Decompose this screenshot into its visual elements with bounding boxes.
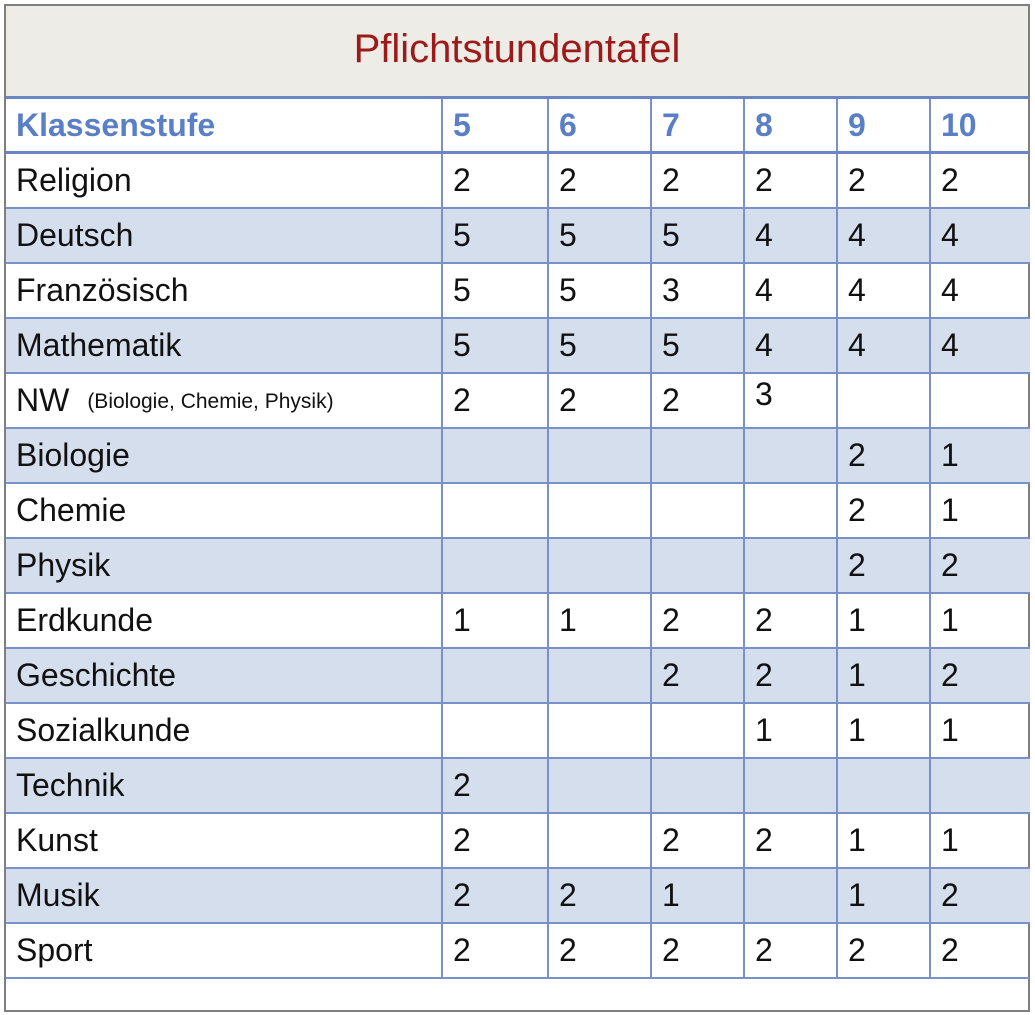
- hours-cell: [442, 648, 548, 703]
- hours-cell: [837, 208, 930, 263]
- hours-value: 1: [662, 876, 680, 913]
- hours-cell: [651, 428, 744, 483]
- hours-value: 2: [848, 161, 866, 198]
- header-row: [6, 98, 1030, 153]
- subject-cell: [6, 318, 442, 373]
- subject-cell: [6, 593, 442, 648]
- table-body: [6, 153, 1030, 978]
- hours-value: 1: [848, 711, 866, 748]
- hours-value: 4: [941, 326, 959, 363]
- header-label: Klassenstufe: [6, 98, 442, 153]
- table-row: [6, 318, 1030, 373]
- hours-cell: [744, 758, 837, 813]
- hours-value: 2: [662, 601, 680, 638]
- subject-name: Sport: [16, 931, 93, 968]
- hours-value: 1: [848, 821, 866, 858]
- hours-cell: [651, 263, 744, 318]
- hours-value: 2: [848, 436, 866, 473]
- hours-value: 4: [941, 216, 959, 253]
- table-row: [6, 868, 1030, 923]
- hours-cell: [930, 758, 1030, 813]
- hours-value: 3: [755, 375, 773, 412]
- subject-cell: [6, 428, 442, 483]
- timetable: [6, 96, 1030, 979]
- hours-value: 2: [941, 546, 959, 583]
- hours-cell: [442, 923, 548, 978]
- hours-cell: [442, 428, 548, 483]
- hours-value: 5: [559, 216, 577, 253]
- hours-cell: [930, 813, 1030, 868]
- hours-cell: [837, 923, 930, 978]
- hours-cell: [744, 868, 837, 923]
- hours-cell: [930, 648, 1030, 703]
- table-row: [6, 483, 1030, 538]
- subject-cell: [6, 483, 442, 538]
- hours-cell: [744, 373, 837, 428]
- table-row: [6, 428, 1030, 483]
- subject-cell: [6, 373, 442, 428]
- hours-value: 1: [848, 876, 866, 913]
- table-row: [6, 703, 1030, 758]
- hours-cell: [548, 758, 651, 813]
- hours-cell: [442, 813, 548, 868]
- hours-cell: [651, 538, 744, 593]
- hours-value: 2: [848, 546, 866, 583]
- hours-value: 1: [453, 601, 471, 638]
- subject-name: Kunst: [16, 821, 98, 858]
- subject-cell: [6, 208, 442, 263]
- hours-value: 5: [662, 216, 680, 253]
- subject-cell: [6, 263, 442, 318]
- header-grade: 6: [548, 98, 651, 153]
- hours-cell: [837, 648, 930, 703]
- hours-cell: [837, 428, 930, 483]
- hours-value: 5: [559, 326, 577, 363]
- hours-value: 2: [453, 931, 471, 968]
- hours-value: 1: [755, 711, 773, 748]
- hours-cell: [651, 483, 744, 538]
- hours-cell: [548, 263, 651, 318]
- hours-cell: [930, 538, 1030, 593]
- hours-cell: [442, 758, 548, 813]
- hours-cell: [548, 208, 651, 263]
- hours-value: 2: [941, 161, 959, 198]
- subject-cell: [6, 538, 442, 593]
- table-row: [6, 758, 1030, 813]
- hours-cell: [651, 648, 744, 703]
- hours-value: 2: [453, 161, 471, 198]
- hours-cell: [837, 483, 930, 538]
- hours-cell: [930, 153, 1030, 208]
- hours-cell: [548, 593, 651, 648]
- hours-value: 1: [941, 436, 959, 473]
- hours-value: 2: [453, 381, 471, 418]
- hours-value: 2: [662, 656, 680, 693]
- hours-value: 2: [662, 931, 680, 968]
- hours-value: 2: [941, 876, 959, 913]
- subject-name: Religion: [16, 161, 132, 198]
- subject-name: Musik: [16, 876, 100, 913]
- table-row: [6, 923, 1030, 978]
- hours-cell: [442, 208, 548, 263]
- hours-cell: [651, 593, 744, 648]
- hours-cell: [744, 428, 837, 483]
- hours-cell: [651, 153, 744, 208]
- title-bar: [6, 6, 1028, 96]
- hours-cell: [930, 208, 1030, 263]
- hours-cell: [548, 703, 651, 758]
- subject-cell: [6, 758, 442, 813]
- hours-value: 2: [662, 381, 680, 418]
- hours-value: 2: [662, 161, 680, 198]
- subject-name: Chemie: [16, 491, 127, 528]
- hours-cell: [548, 483, 651, 538]
- table-row: [6, 263, 1030, 318]
- hours-cell: [442, 703, 548, 758]
- hours-cell: [651, 318, 744, 373]
- hours-value: 1: [848, 656, 866, 693]
- hours-cell: [744, 208, 837, 263]
- hours-cell: [837, 703, 930, 758]
- hours-cell: [930, 373, 1030, 428]
- hours-value: 4: [755, 326, 773, 363]
- hours-value: 1: [941, 821, 959, 858]
- table-row: [6, 373, 1030, 428]
- hours-value: 5: [453, 216, 471, 253]
- hours-cell: [930, 593, 1030, 648]
- hours-value: 4: [755, 216, 773, 253]
- hours-cell: [744, 648, 837, 703]
- hours-value: 1: [941, 711, 959, 748]
- hours-value: 2: [755, 821, 773, 858]
- hours-value: 2: [848, 491, 866, 528]
- subject-name: Technik: [16, 766, 125, 803]
- subject-name: Französisch: [16, 271, 189, 308]
- header-grade: 10: [930, 98, 1030, 153]
- header-grade: 7: [651, 98, 744, 153]
- hours-cell: [837, 318, 930, 373]
- subject-cell: [6, 153, 442, 208]
- hours-cell: [442, 373, 548, 428]
- hours-value: 2: [662, 821, 680, 858]
- hours-value: 2: [848, 931, 866, 968]
- hours-value: 5: [662, 326, 680, 363]
- hours-value: 2: [559, 161, 577, 198]
- hours-cell: [744, 813, 837, 868]
- hours-cell: [837, 373, 930, 428]
- hours-cell: [548, 923, 651, 978]
- hours-value: 2: [941, 656, 959, 693]
- hours-cell: [744, 483, 837, 538]
- subject-name: Physik: [16, 546, 111, 583]
- hours-value: 2: [453, 766, 471, 803]
- table-row: [6, 153, 1030, 208]
- hours-cell: [930, 703, 1030, 758]
- hours-cell: [930, 263, 1030, 318]
- hours-cell: [548, 153, 651, 208]
- hours-value: 5: [453, 326, 471, 363]
- subject-name: Erdkunde: [16, 601, 153, 638]
- hours-cell: [837, 538, 930, 593]
- hours-value: 5: [559, 271, 577, 308]
- table-title: Pflichtstundentafel: [353, 27, 681, 71]
- hours-cell: [442, 318, 548, 373]
- hours-cell: [744, 263, 837, 318]
- hours-cell: [548, 428, 651, 483]
- header-grade: 9: [837, 98, 930, 153]
- hours-cell: [930, 868, 1030, 923]
- hours-cell: [651, 758, 744, 813]
- hours-value: 2: [559, 381, 577, 418]
- hours-cell: [744, 538, 837, 593]
- hours-value: 4: [755, 271, 773, 308]
- hours-cell: [837, 263, 930, 318]
- hours-value: 1: [941, 601, 959, 638]
- hours-value: 3: [662, 271, 680, 308]
- subject-cell: [6, 868, 442, 923]
- subject-cell: [6, 703, 442, 758]
- hours-cell: [651, 373, 744, 428]
- hours-value: 2: [755, 161, 773, 198]
- table-row: [6, 208, 1030, 263]
- hours-cell: [837, 758, 930, 813]
- hours-value: 2: [941, 931, 959, 968]
- hours-value: 2: [453, 876, 471, 913]
- table-row: [6, 593, 1030, 648]
- hours-value: 2: [755, 931, 773, 968]
- hours-value: 1: [848, 601, 866, 638]
- subject-note: (Biologie, Chemie, Physik): [87, 389, 334, 413]
- hours-value: 4: [848, 326, 866, 363]
- hours-value: 4: [848, 216, 866, 253]
- hours-value: 1: [941, 491, 959, 528]
- hours-cell: [548, 373, 651, 428]
- subject-cell: [6, 648, 442, 703]
- hours-cell: [548, 868, 651, 923]
- hours-cell: [744, 318, 837, 373]
- hours-cell: [651, 813, 744, 868]
- hours-cell: [548, 538, 651, 593]
- hours-cell: [442, 263, 548, 318]
- hours-cell: [837, 813, 930, 868]
- hours-cell: [744, 153, 837, 208]
- hours-cell: [930, 318, 1030, 373]
- hours-value: 2: [559, 876, 577, 913]
- hours-value: 2: [453, 821, 471, 858]
- hours-cell: [548, 813, 651, 868]
- hours-cell: [837, 593, 930, 648]
- hours-value: 2: [559, 931, 577, 968]
- subject-name: Deutsch: [16, 216, 134, 253]
- hours-cell: [930, 923, 1030, 978]
- subject-cell: [6, 923, 442, 978]
- hours-cell: [442, 483, 548, 538]
- hours-value: 2: [755, 601, 773, 638]
- hours-cell: [651, 208, 744, 263]
- hours-cell: [651, 703, 744, 758]
- hours-cell: [442, 153, 548, 208]
- hours-cell: [744, 703, 837, 758]
- subject-name: Biologie: [16, 436, 130, 473]
- subject-cell: [6, 813, 442, 868]
- hours-value: 4: [848, 271, 866, 308]
- hours-cell: [930, 428, 1030, 483]
- hours-cell: [651, 868, 744, 923]
- hours-cell: [744, 593, 837, 648]
- hours-value: 5: [453, 271, 471, 308]
- hours-cell: [442, 538, 548, 593]
- subject-name: Mathematik: [16, 326, 182, 363]
- hours-value: 1: [559, 601, 577, 638]
- header-grade: 8: [744, 98, 837, 153]
- hours-cell: [548, 648, 651, 703]
- hours-cell: [651, 923, 744, 978]
- subject-name: NW: [16, 381, 70, 418]
- hours-cell: [442, 868, 548, 923]
- hours-cell: [548, 318, 651, 373]
- timetable-frame: [4, 4, 1030, 1012]
- hours-cell: [442, 593, 548, 648]
- hours-value: 2: [755, 656, 773, 693]
- hours-cell: [744, 923, 837, 978]
- hours-cell: [837, 153, 930, 208]
- hours-value: 4: [941, 271, 959, 308]
- subject-name: Sozialkunde: [16, 711, 191, 748]
- subject-name: Geschichte: [16, 656, 177, 693]
- hours-cell: [930, 483, 1030, 538]
- table-row: [6, 538, 1030, 593]
- table-row: [6, 648, 1030, 703]
- header-grade: 5: [442, 98, 548, 153]
- table-row: [6, 813, 1030, 868]
- hours-cell: [837, 868, 930, 923]
